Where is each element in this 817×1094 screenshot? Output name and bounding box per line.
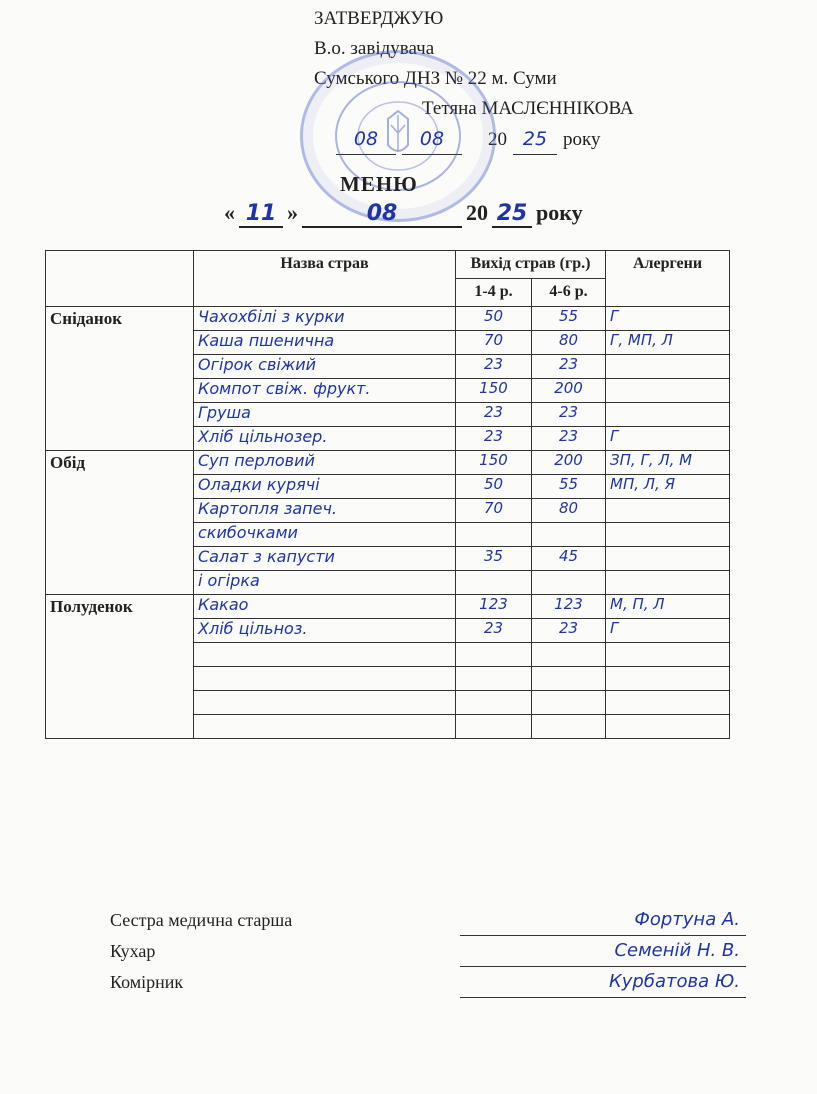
allergens-cell: Г, МП, Л: [606, 331, 730, 355]
approval-year-hand: 25: [513, 124, 557, 155]
dish-name: [194, 643, 456, 667]
yield-4-6: [532, 643, 606, 667]
table-row: [46, 451, 730, 475]
allergens-cell: [606, 379, 730, 403]
yield-1-4: 150: [456, 451, 532, 475]
dish-name: Салат з капусти: [194, 547, 456, 571]
yield-1-4: 23: [456, 619, 532, 643]
dish-name: Груша: [194, 403, 456, 427]
yield-1-4: [456, 715, 532, 739]
dish-name: Компот свіж. фрукт.: [194, 379, 456, 403]
allergens-cell: [606, 523, 730, 547]
allergens-cell: [606, 547, 730, 571]
dish-name: [194, 691, 456, 715]
dish-name: Какао: [194, 595, 456, 619]
yield-1-4: 23: [456, 355, 532, 379]
allergens-cell: Г: [606, 427, 730, 451]
yield-1-4: 35: [456, 547, 532, 571]
signature-cook: Семеній Н. В.: [460, 936, 746, 967]
yield-1-4: 70: [456, 499, 532, 523]
approval-position: В.о. завідувача: [314, 38, 435, 59]
allergens-cell: Г: [606, 307, 730, 331]
allergens-cell: [606, 667, 730, 691]
table-row: [46, 307, 730, 331]
allergens-cell: ЗП, Г, Л, М: [606, 451, 730, 475]
yield-4-6: 200: [532, 451, 606, 475]
dish-name: [194, 715, 456, 739]
allergens-cell: [606, 715, 730, 739]
yield-1-4: 70: [456, 331, 532, 355]
allergens-cell: МП, Л, Я: [606, 475, 730, 499]
yield-1-4: 123: [456, 595, 532, 619]
menu-table: [45, 250, 730, 739]
menu-table-body: [46, 307, 730, 739]
dish-name: Чахохбілі з курки: [194, 307, 456, 331]
yield-1-4: 50: [456, 307, 532, 331]
yield-1-4: 150: [456, 379, 532, 403]
yield-4-6: [532, 667, 606, 691]
yield-4-6: 55: [532, 475, 606, 499]
dish-name: Огірок свіжий: [194, 355, 456, 379]
yield-4-6: 80: [532, 499, 606, 523]
approval-director: Тетяна МАСЛЄННІКОВА: [422, 98, 634, 119]
menu-date: « 11 » 08 20 25 року: [224, 200, 583, 226]
yield-4-6: 200: [532, 379, 606, 403]
allergens-cell: Г: [606, 619, 730, 643]
dish-name: Хліб цільноз.: [194, 619, 456, 643]
header-meal: [46, 251, 194, 307]
yield-4-6: 23: [532, 403, 606, 427]
meal-label: Сніданок: [46, 307, 194, 451]
signature-nurse: Фортуна А.: [460, 905, 746, 936]
meal-label: Полуденок: [46, 595, 194, 739]
dish-name: Картопля запеч.: [194, 499, 456, 523]
yield-1-4: [456, 691, 532, 715]
yield-1-4: [456, 571, 532, 595]
signature-row: Кухар Семеній Н. В.: [110, 936, 746, 967]
approval-heading: ЗАТВЕРДЖУЮ: [314, 8, 444, 29]
yield-4-6: 80: [532, 331, 606, 355]
yield-4-6: 55: [532, 307, 606, 331]
approval-date: 08 08 20 25 року: [314, 124, 634, 155]
signature-storekeeper: Курбатова Ю.: [460, 967, 746, 998]
header-age-1-4: 1-4 р.: [456, 279, 532, 307]
dish-name: Оладки курячі: [194, 475, 456, 499]
allergens-cell: [606, 571, 730, 595]
yield-4-6: [532, 715, 606, 739]
allergens-cell: [606, 643, 730, 667]
page-title: МЕНЮ: [340, 172, 418, 196]
table-header-row: [46, 251, 730, 279]
allergens-cell: [606, 691, 730, 715]
table-row: [46, 595, 730, 619]
dish-name: скибочками: [194, 523, 456, 547]
yield-1-4: 23: [456, 403, 532, 427]
yield-1-4: [456, 643, 532, 667]
yield-4-6: 45: [532, 547, 606, 571]
allergens-cell: [606, 403, 730, 427]
signature-row: Комірник Курбатова Ю.: [110, 967, 746, 998]
yield-1-4: 50: [456, 475, 532, 499]
header-allergens: Алергени: [606, 251, 730, 307]
dish-name: і огірка: [194, 571, 456, 595]
signatures-block: [110, 905, 746, 998]
approval-block: [314, 4, 634, 155]
header-age-4-6: 4-6 р.: [532, 279, 606, 307]
menu-date-year-hand: 25: [492, 201, 532, 228]
approval-institution: Сумського ДНЗ № 22 м. Суми: [314, 68, 557, 89]
header-yield: Вихід страв (гр.): [456, 251, 606, 279]
dish-name: Суп перловий: [194, 451, 456, 475]
signature-row: Сестра медична старша Фортуна А.: [110, 905, 746, 936]
yield-4-6: 23: [532, 427, 606, 451]
dish-name: Хліб цільнозер.: [194, 427, 456, 451]
header-dish: Назва страв: [194, 251, 456, 307]
menu-date-day: 11: [239, 201, 283, 228]
yield-4-6: 23: [532, 355, 606, 379]
yield-4-6: [532, 523, 606, 547]
allergens-cell: [606, 499, 730, 523]
meal-label: Обід: [46, 451, 194, 595]
yield-4-6: [532, 571, 606, 595]
yield-1-4: [456, 523, 532, 547]
yield-1-4: 23: [456, 427, 532, 451]
yield-1-4: [456, 667, 532, 691]
menu-date-month: 08: [302, 201, 462, 228]
yield-4-6: 23: [532, 619, 606, 643]
dish-name: [194, 667, 456, 691]
dish-name: Каша пшенична: [194, 331, 456, 355]
allergens-cell: М, П, Л: [606, 595, 730, 619]
approval-date-month: 08: [402, 124, 462, 155]
approval-date-day: 08: [336, 124, 396, 155]
yield-4-6: 123: [532, 595, 606, 619]
allergens-cell: [606, 355, 730, 379]
yield-4-6: [532, 691, 606, 715]
